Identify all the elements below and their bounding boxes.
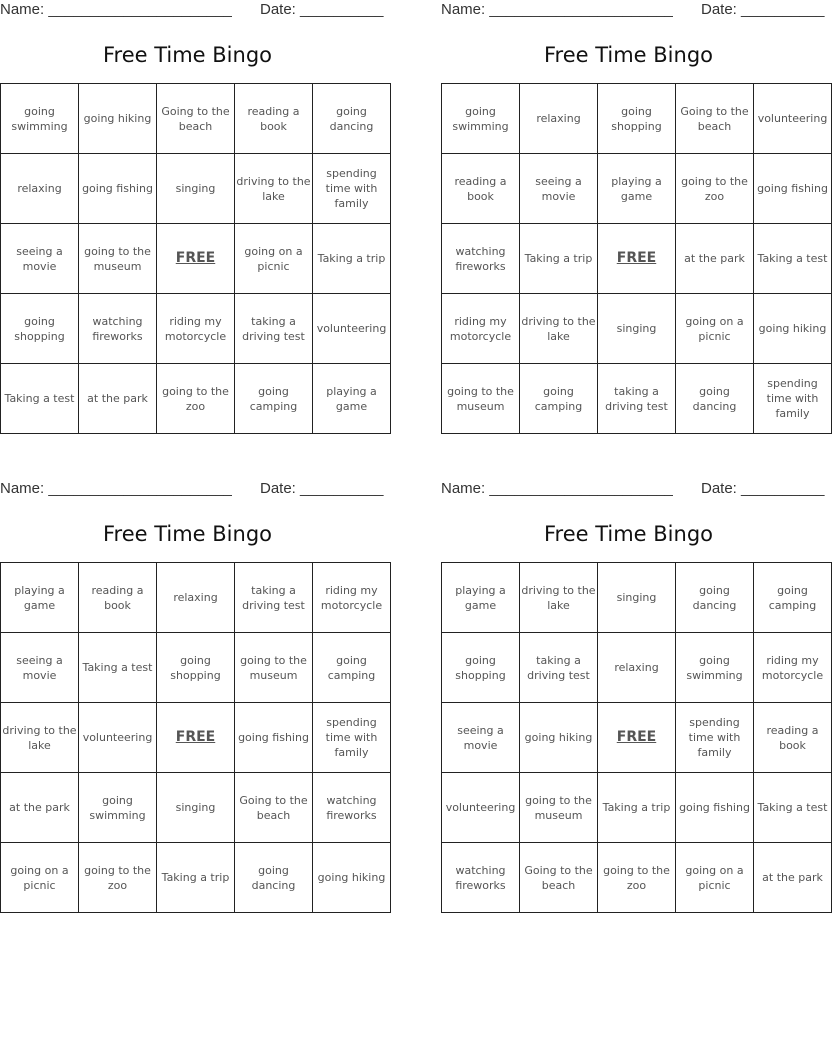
- grid-row: [442, 84, 832, 154]
- bingo-cell: driving to the lake: [520, 563, 598, 633]
- bingo-cell: playing a game: [598, 154, 676, 224]
- bingo-cell: at the park: [754, 843, 832, 913]
- bingo-cell: going to the museum: [520, 773, 598, 843]
- bingo-cell: going to the museum: [442, 364, 520, 434]
- bingo-cell: going dancing: [676, 364, 754, 434]
- bingo-cell: volunteering: [754, 84, 832, 154]
- bingo-cell: watching fireworks: [79, 294, 157, 364]
- bingo-cell: going on a picnic: [1, 843, 79, 913]
- bingo-cell: Taking a trip: [313, 224, 391, 294]
- bingo-cell: playing a game: [313, 364, 391, 434]
- bingo-cell: seeing a movie: [1, 633, 79, 703]
- bingo-cell: driving to the lake: [235, 154, 313, 224]
- bingo-cell: seeing a movie: [520, 154, 598, 224]
- bingo-cell: singing: [157, 773, 235, 843]
- grid-row: [1, 294, 391, 364]
- bingo-cell: taking a driving test: [235, 294, 313, 364]
- bingo-cell: reading a book: [235, 84, 313, 154]
- free-space-cell: FREE: [598, 703, 676, 773]
- bingo-grid: [441, 562, 832, 913]
- card-title: Free Time Bingo: [543, 43, 714, 67]
- grid-row: [442, 843, 832, 913]
- grid-row: [442, 364, 832, 434]
- bingo-cell: going on a picnic: [676, 843, 754, 913]
- bingo-cell: relaxing: [598, 633, 676, 703]
- bingo-cell: going shopping: [157, 633, 235, 703]
- grid-row: [442, 773, 832, 843]
- grid-row: [442, 703, 832, 773]
- bingo-cell: going on a picnic: [676, 294, 754, 364]
- free-space-cell: FREE: [598, 224, 676, 294]
- bingo-cell: going dancing: [313, 84, 391, 154]
- bingo-cell: watching fireworks: [442, 843, 520, 913]
- bingo-cell: spending time with family: [313, 154, 391, 224]
- grid-row: [1, 364, 391, 434]
- grid-row: [442, 563, 832, 633]
- bingo-card-1: [0, 0, 387, 435]
- name-date-line: [0, 0, 384, 22]
- bingo-grid: [441, 83, 832, 434]
- date-field-label: Date: __________: [701, 1, 825, 18]
- bingo-cell: going hiking: [754, 294, 832, 364]
- grid-row: [1, 154, 391, 224]
- bingo-cell: going hiking: [79, 84, 157, 154]
- bingo-cell: reading a book: [442, 154, 520, 224]
- bingo-cell: Taking a trip: [520, 224, 598, 294]
- bingo-cell: taking a driving test: [235, 563, 313, 633]
- bingo-card-2: [441, 0, 828, 435]
- bingo-cell: going fishing: [754, 154, 832, 224]
- bingo-cell: spending time with family: [676, 703, 754, 773]
- bingo-cell: Going to the beach: [520, 843, 598, 913]
- bingo-cell: Taking a test: [754, 773, 832, 843]
- bingo-cell: going fishing: [676, 773, 754, 843]
- grid-row: [1, 843, 391, 913]
- bingo-cell: riding my motorcycle: [442, 294, 520, 364]
- bingo-cell: going to the zoo: [157, 364, 235, 434]
- bingo-cell: volunteering: [79, 703, 157, 773]
- bingo-cell: volunteering: [442, 773, 520, 843]
- date-field-label: Date: __________: [260, 480, 384, 497]
- date-field-label: Date: __________: [701, 480, 825, 497]
- bingo-cell: Taking a test: [1, 364, 79, 434]
- bingo-cell: singing: [598, 563, 676, 633]
- bingo-cell: relaxing: [1, 154, 79, 224]
- bingo-cell: Going to the beach: [157, 84, 235, 154]
- name-field-label: Name: ______________________: [441, 480, 673, 497]
- bingo-cell: volunteering: [313, 294, 391, 364]
- bingo-cell: going camping: [313, 633, 391, 703]
- bingo-cell: going camping: [520, 364, 598, 434]
- bingo-cell: going to the museum: [235, 633, 313, 703]
- bingo-cell: at the park: [1, 773, 79, 843]
- bingo-cell: going to the zoo: [676, 154, 754, 224]
- bingo-cell: going dancing: [235, 843, 313, 913]
- bingo-cell: Taking a test: [79, 633, 157, 703]
- grid-row: [1, 633, 391, 703]
- bingo-cell: reading a book: [79, 563, 157, 633]
- bingo-cell: seeing a movie: [1, 224, 79, 294]
- free-space-cell: FREE: [157, 224, 235, 294]
- bingo-cell: going shopping: [1, 294, 79, 364]
- bingo-cell: taking a driving test: [520, 633, 598, 703]
- bingo-cell: going fishing: [79, 154, 157, 224]
- grid-row: [1, 224, 391, 294]
- bingo-cell: going hiking: [313, 843, 391, 913]
- bingo-cell: taking a driving test: [598, 364, 676, 434]
- name-date-line: [441, 0, 825, 22]
- bingo-cell: Going to the beach: [676, 84, 754, 154]
- bingo-cell: driving to the lake: [1, 703, 79, 773]
- grid-row: [442, 154, 832, 224]
- card-title: Free Time Bingo: [102, 43, 273, 67]
- bingo-cell: going to the zoo: [79, 843, 157, 913]
- bingo-cell: going to the museum: [79, 224, 157, 294]
- bingo-cell: seeing a movie: [442, 703, 520, 773]
- name-field-label: Name: ______________________: [0, 1, 232, 18]
- name-field-label: Name: ______________________: [0, 480, 232, 497]
- bingo-cell: going swimming: [676, 633, 754, 703]
- grid-row: [1, 773, 391, 843]
- bingo-cell: going swimming: [79, 773, 157, 843]
- date-field-label: Date: __________: [260, 1, 384, 18]
- bingo-cell: playing a game: [1, 563, 79, 633]
- bingo-cell: reading a book: [754, 703, 832, 773]
- bingo-cell: going camping: [235, 364, 313, 434]
- free-space-cell: FREE: [157, 703, 235, 773]
- bingo-cell: playing a game: [442, 563, 520, 633]
- bingo-cell: at the park: [79, 364, 157, 434]
- bingo-cell: Taking a trip: [598, 773, 676, 843]
- bingo-cell: watching fireworks: [442, 224, 520, 294]
- bingo-cell: singing: [598, 294, 676, 364]
- card-title: Free Time Bingo: [543, 522, 714, 546]
- bingo-cell: Taking a test: [754, 224, 832, 294]
- name-date-line: [441, 479, 825, 501]
- bingo-cell: watching fireworks: [313, 773, 391, 843]
- bingo-cell: going dancing: [676, 563, 754, 633]
- bingo-cell: riding my motorcycle: [157, 294, 235, 364]
- bingo-cell: at the park: [676, 224, 754, 294]
- grid-row: [442, 294, 832, 364]
- grid-row: [442, 224, 832, 294]
- grid-row: [442, 633, 832, 703]
- bingo-cell: going shopping: [442, 633, 520, 703]
- grid-row: [1, 563, 391, 633]
- grid-row: [1, 703, 391, 773]
- bingo-cell: relaxing: [520, 84, 598, 154]
- bingo-cell: driving to the lake: [520, 294, 598, 364]
- bingo-card-4: [441, 479, 828, 914]
- bingo-cell: going swimming: [1, 84, 79, 154]
- bingo-cell: Going to the beach: [235, 773, 313, 843]
- bingo-cell: spending time with family: [313, 703, 391, 773]
- bingo-cell: going fishing: [235, 703, 313, 773]
- name-date-line: [0, 479, 384, 501]
- bingo-cell: going hiking: [520, 703, 598, 773]
- bingo-cell: singing: [157, 154, 235, 224]
- bingo-cell: riding my motorcycle: [313, 563, 391, 633]
- name-field-label: Name: ______________________: [441, 1, 673, 18]
- bingo-cell: going camping: [754, 563, 832, 633]
- bingo-cell: Taking a trip: [157, 843, 235, 913]
- bingo-card-3: [0, 479, 386, 914]
- bingo-cell: going to the zoo: [598, 843, 676, 913]
- bingo-cell: relaxing: [157, 563, 235, 633]
- grid-row: [1, 84, 391, 154]
- bingo-grid: [0, 562, 391, 913]
- bingo-cell: going on a picnic: [235, 224, 313, 294]
- bingo-cell: going shopping: [598, 84, 676, 154]
- card-title: Free Time Bingo: [102, 522, 273, 546]
- bingo-cell: spending time with family: [754, 364, 832, 434]
- bingo-cell: riding my motorcycle: [754, 633, 832, 703]
- bingo-grid: [0, 83, 391, 434]
- bingo-cell: going swimming: [442, 84, 520, 154]
